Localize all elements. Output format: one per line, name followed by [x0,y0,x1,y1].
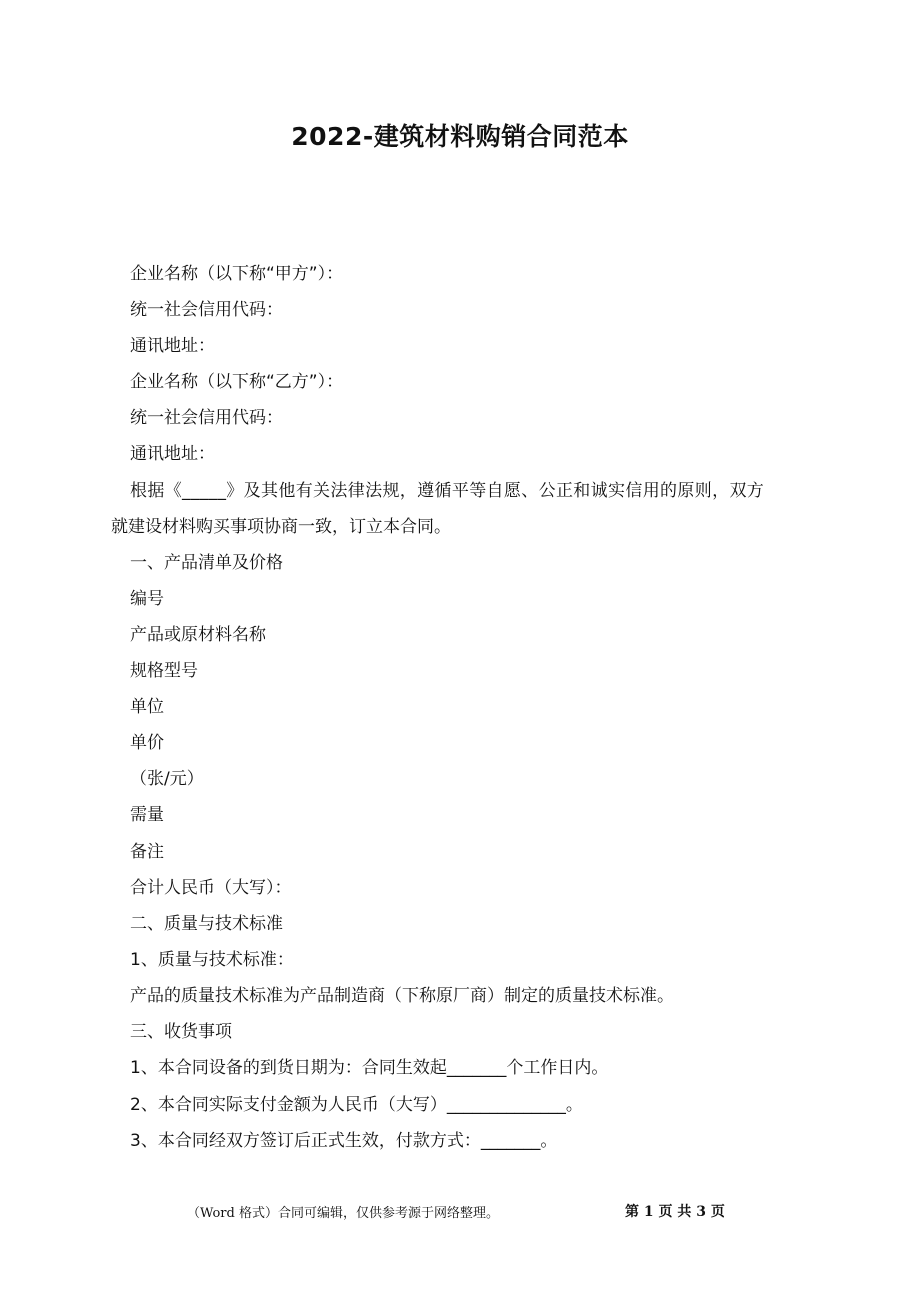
party-b-name-line: 企业名称（以下称“乙方”）： [130,372,344,392]
footer-note: （Word 格式）合同可编辑，仅供参考源于网络整理。 [187,1206,499,1221]
total-amount-line: 合计人民币（大写）： [130,878,292,898]
party-a-credit-code-line: 统一社会信用代码： [130,300,283,320]
section-heading-1: 一、产品清单及价格 [130,553,283,573]
section-heading-3: 三、收货事项 [130,1022,232,1042]
party-b-credit-code-line: 统一社会信用代码： [130,408,283,428]
table-field-remarks: 备注 [130,842,164,862]
clause-effective-payment: 3、本合同经双方签订后正式生效，付款方式：_______。 [130,1131,558,1151]
preamble-line-1: 根据《_____》及其他有关法律法规，遵循平等自愿、公正和诚实信用的原则，双方 [130,481,765,501]
table-field-spec: 规格型号 [130,661,198,681]
clause-payment-amount: 2、本合同实际支付金额为人民币（大写）______________。 [130,1095,583,1115]
party-a-address-line: 通讯地址： [130,336,215,356]
table-field-unit-price: 单价 [130,733,164,753]
table-field-number: 编号 [130,589,164,609]
table-field-unit: 单位 [130,697,164,717]
section-heading-2: 二、质量与技术标准 [130,914,283,934]
party-a-name-line: 企业名称（以下称“甲方”）： [130,264,344,284]
party-b-address-line: 通讯地址： [130,444,215,464]
clause-delivery-date: 1、本合同设备的到货日期为：合同生效起_______个工作日内。 [130,1058,609,1078]
document-title: 2022-建筑材料购销合同范本 [291,122,629,151]
quality-standard-text: 产品的质量技术标准为产品制造商（下称原厂商）制定的质量技术标准。 [130,986,674,1006]
preamble-line-2: 就建设材料购买事项协商一致，订立本合同。 [111,517,451,537]
page-indicator: 第 1 页 共 3 页 [625,1204,725,1220]
clause-quality-standard: 1、质量与技术标准： [130,950,294,970]
table-field-product-name: 产品或原材料名称 [130,625,266,645]
table-field-quantity: 需量 [130,805,164,825]
table-field-price-unit-note: （张/元） [130,769,204,789]
